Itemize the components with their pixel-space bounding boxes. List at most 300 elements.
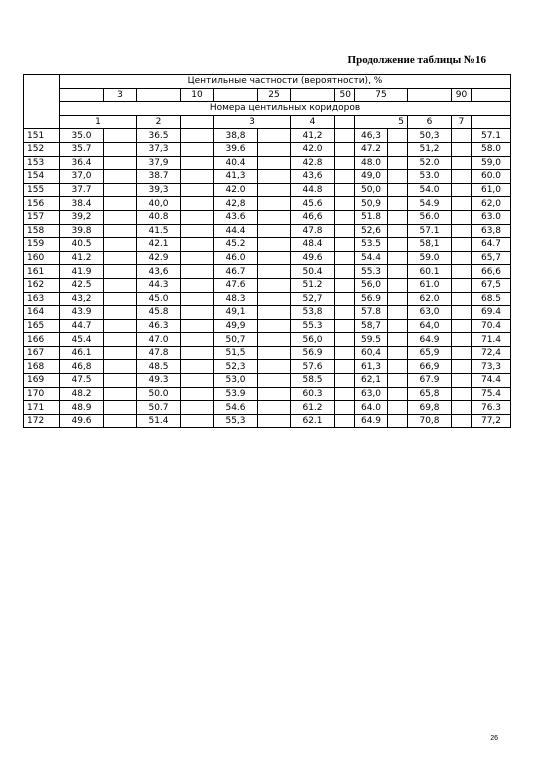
blank-cell <box>104 401 137 415</box>
blank-cell <box>258 210 291 224</box>
corridor-5: 5 <box>355 115 408 129</box>
table-row <box>24 129 511 143</box>
value-cell: 51.8 <box>355 210 388 224</box>
value-cell: 51.4 <box>137 414 181 428</box>
height-cell: 172 <box>24 414 60 428</box>
value-cell: 56,0 <box>291 333 335 347</box>
value-cell: 58,1 <box>408 238 452 252</box>
spacer-cell <box>335 115 355 129</box>
value-cell: 42,8 <box>214 197 258 211</box>
height-cell: 165 <box>24 319 60 333</box>
blank-cell <box>181 387 214 401</box>
value-cell: 41,2 <box>291 129 335 143</box>
blank-cell <box>258 333 291 347</box>
blank-cell <box>104 224 137 238</box>
blank-cell <box>335 346 355 360</box>
value-cell: 69,8 <box>408 401 452 415</box>
value-cell: 70.4 <box>472 319 511 333</box>
blank-cell <box>335 224 355 238</box>
value-cell: 58.0 <box>472 142 511 156</box>
blank-cell <box>104 319 137 333</box>
blank-cell <box>452 197 472 211</box>
blank-cell <box>104 414 137 428</box>
blank-cell <box>388 401 408 415</box>
blank-cell <box>452 333 472 347</box>
value-cell: 75.4 <box>472 387 511 401</box>
value-cell: 62.0 <box>408 292 452 306</box>
value-cell: 57.1 <box>472 129 511 143</box>
value-cell: 44.8 <box>291 183 335 197</box>
spacer-cell <box>137 88 181 102</box>
blank-cell <box>452 401 472 415</box>
value-cell: 58.5 <box>291 374 335 388</box>
blank-cell <box>452 306 472 320</box>
value-cell: 46.7 <box>214 265 258 279</box>
value-cell: 59,0 <box>472 156 511 170</box>
value-cell: 38,8 <box>214 129 258 143</box>
blank-cell <box>335 414 355 428</box>
blank-cell <box>104 346 137 360</box>
value-cell: 50,0 <box>355 183 388 197</box>
corridor-6: 6 <box>408 115 452 129</box>
spacer-cell <box>472 88 511 102</box>
blank-cell <box>335 197 355 211</box>
value-cell: 40,0 <box>137 197 181 211</box>
blank-cell <box>452 319 472 333</box>
value-cell: 39,2 <box>60 210 104 224</box>
value-cell: 43,6 <box>137 265 181 279</box>
value-cell: 50,3 <box>408 129 452 143</box>
blank-cell <box>104 183 137 197</box>
blank-cell <box>388 183 408 197</box>
percentile-3: 3 <box>104 88 137 102</box>
blank-cell <box>258 170 291 184</box>
value-cell: 59.0 <box>408 251 452 265</box>
blank-cell <box>388 333 408 347</box>
table-row <box>24 142 511 156</box>
value-cell: 63,8 <box>472 224 511 238</box>
blank-cell <box>388 265 408 279</box>
blank-cell <box>104 292 137 306</box>
percentile-title: Центильные частности (вероятности), % <box>60 75 511 89</box>
blank-cell <box>258 224 291 238</box>
height-cell: 152 <box>24 142 60 156</box>
value-cell: 50,7 <box>214 333 258 347</box>
blank-cell <box>104 306 137 320</box>
blank-cell <box>452 292 472 306</box>
blank-cell <box>335 129 355 143</box>
value-cell: 65,7 <box>472 251 511 265</box>
blank-cell <box>452 238 472 252</box>
value-cell: 42.0 <box>214 183 258 197</box>
value-cell: 65,8 <box>408 387 452 401</box>
blank-cell <box>104 156 137 170</box>
corridor-1: 1 <box>60 115 137 129</box>
value-cell: 64.9 <box>408 333 452 347</box>
corridor-numbers-row <box>24 115 511 129</box>
blank-cell <box>388 129 408 143</box>
table-row <box>24 292 511 306</box>
value-cell: 43,2 <box>60 292 104 306</box>
value-cell: 74.4 <box>472 374 511 388</box>
blank-cell <box>388 346 408 360</box>
height-cell: 153 <box>24 156 60 170</box>
table-row <box>24 333 511 347</box>
height-cell: 170 <box>24 387 60 401</box>
blank-cell <box>181 183 214 197</box>
blank-cell <box>258 346 291 360</box>
value-cell: 59.5 <box>355 333 388 347</box>
blank-cell <box>181 210 214 224</box>
value-cell: 48.3 <box>214 292 258 306</box>
blank-cell <box>335 278 355 292</box>
blank-cell <box>452 251 472 265</box>
value-cell: 67,5 <box>472 278 511 292</box>
blank-cell <box>388 360 408 374</box>
blank-cell <box>181 170 214 184</box>
value-cell: 37,0 <box>60 170 104 184</box>
value-cell: 45.0 <box>137 292 181 306</box>
percentile-50: 50 <box>335 88 355 102</box>
blank-cell <box>452 346 472 360</box>
blank-cell <box>388 210 408 224</box>
blank-cell <box>258 142 291 156</box>
value-cell: 47.5 <box>60 374 104 388</box>
height-cell: 162 <box>24 278 60 292</box>
blank-cell <box>258 278 291 292</box>
blank-cell <box>452 374 472 388</box>
blank-cell <box>181 142 214 156</box>
table-caption: Продолжение таблицы №16 <box>347 54 486 66</box>
value-cell: 43,6 <box>291 170 335 184</box>
value-cell: 48.4 <box>291 238 335 252</box>
blank-cell <box>335 292 355 306</box>
blank-cell <box>335 360 355 374</box>
value-cell: 61.0 <box>408 278 452 292</box>
corridor-7: 7 <box>452 115 472 129</box>
blank-cell <box>388 414 408 428</box>
blank-cell <box>258 156 291 170</box>
table-row <box>24 170 511 184</box>
corridor-title-row <box>24 102 511 116</box>
value-cell: 56,0 <box>355 278 388 292</box>
blank-cell <box>181 251 214 265</box>
value-cell: 44.7 <box>60 319 104 333</box>
blank-cell <box>104 197 137 211</box>
blank-cell <box>335 265 355 279</box>
blank-cell <box>104 251 137 265</box>
height-cell: 151 <box>24 129 60 143</box>
value-cell: 55.3 <box>291 319 335 333</box>
value-cell: 53.9 <box>214 387 258 401</box>
value-cell: 48.2 <box>60 387 104 401</box>
value-cell: 66,6 <box>472 265 511 279</box>
value-cell: 69.4 <box>472 306 511 320</box>
value-cell: 37,9 <box>137 156 181 170</box>
value-cell: 64.9 <box>355 414 388 428</box>
blank-cell <box>258 238 291 252</box>
blank-cell <box>452 183 472 197</box>
height-cell: 161 <box>24 265 60 279</box>
value-cell: 61.2 <box>291 401 335 415</box>
blank-cell <box>388 238 408 252</box>
value-cell: 45.8 <box>137 306 181 320</box>
table-row <box>24 387 511 401</box>
blank-cell <box>335 319 355 333</box>
value-cell: 76.3 <box>472 401 511 415</box>
page-number: 26 <box>490 735 498 742</box>
value-cell: 46,3 <box>355 129 388 143</box>
blank-cell <box>104 170 137 184</box>
value-cell: 53.5 <box>355 238 388 252</box>
value-cell: 41.5 <box>137 224 181 238</box>
value-cell: 43.6 <box>214 210 258 224</box>
height-cell: 157 <box>24 210 60 224</box>
height-cell: 160 <box>24 251 60 265</box>
value-cell: 44.4 <box>214 224 258 238</box>
height-cell: 154 <box>24 170 60 184</box>
blank-cell <box>335 387 355 401</box>
blank-cell <box>452 210 472 224</box>
blank-cell <box>335 183 355 197</box>
value-cell: 44.3 <box>137 278 181 292</box>
value-cell: 57.6 <box>291 360 335 374</box>
value-cell: 36.5 <box>137 129 181 143</box>
height-cell: 169 <box>24 374 60 388</box>
value-cell: 42.1 <box>137 238 181 252</box>
blank-cell <box>452 265 472 279</box>
value-cell: 39,3 <box>137 183 181 197</box>
value-cell: 51,2 <box>408 142 452 156</box>
blank-cell <box>388 306 408 320</box>
row-label-header-cell <box>24 75 60 129</box>
blank-cell <box>181 129 214 143</box>
value-cell: 56.0 <box>408 210 452 224</box>
value-cell: 48.5 <box>137 360 181 374</box>
blank-cell <box>452 224 472 238</box>
value-cell: 40.8 <box>137 210 181 224</box>
blank-cell <box>452 170 472 184</box>
table-row <box>24 278 511 292</box>
blank-cell <box>181 278 214 292</box>
value-cell: 42.9 <box>137 251 181 265</box>
value-cell: 60.3 <box>291 387 335 401</box>
blank-cell <box>452 142 472 156</box>
height-cell: 159 <box>24 238 60 252</box>
blank-cell <box>181 265 214 279</box>
value-cell: 49,0 <box>355 170 388 184</box>
height-cell: 171 <box>24 401 60 415</box>
value-cell: 47.6 <box>214 278 258 292</box>
value-cell: 43.9 <box>60 306 104 320</box>
blank-cell <box>452 129 472 143</box>
value-cell: 52,3 <box>214 360 258 374</box>
value-cell: 64,0 <box>408 319 452 333</box>
value-cell: 36.4 <box>60 156 104 170</box>
table-row <box>24 197 511 211</box>
blank-cell <box>181 238 214 252</box>
table-row <box>24 238 511 252</box>
value-cell: 35.0 <box>60 129 104 143</box>
value-cell: 38.4 <box>60 197 104 211</box>
blank-cell <box>181 306 214 320</box>
value-cell: 70,8 <box>408 414 452 428</box>
value-cell: 73,3 <box>472 360 511 374</box>
value-cell: 40.5 <box>60 238 104 252</box>
value-cell: 66,9 <box>408 360 452 374</box>
blank-cell <box>258 251 291 265</box>
value-cell: 72,4 <box>472 346 511 360</box>
blank-cell <box>388 387 408 401</box>
blank-cell <box>258 401 291 415</box>
blank-cell <box>258 374 291 388</box>
value-cell: 47.2 <box>355 142 388 156</box>
blank-cell <box>258 265 291 279</box>
value-cell: 42.5 <box>60 278 104 292</box>
blank-cell <box>335 251 355 265</box>
value-cell: 35.7 <box>60 142 104 156</box>
value-cell: 50.0 <box>137 387 181 401</box>
value-cell: 53,8 <box>291 306 335 320</box>
table-row <box>24 224 511 238</box>
blank-cell <box>104 142 137 156</box>
value-cell: 63,0 <box>408 306 452 320</box>
corridor-4: 4 <box>291 115 335 129</box>
value-cell: 68.5 <box>472 292 511 306</box>
value-cell: 49,9 <box>214 319 258 333</box>
height-cell: 156 <box>24 197 60 211</box>
blank-cell <box>388 374 408 388</box>
value-cell: 60.0 <box>472 170 511 184</box>
blank-cell <box>388 142 408 156</box>
table-row <box>24 306 511 320</box>
value-cell: 62,0 <box>472 197 511 211</box>
value-cell: 54.0 <box>408 183 452 197</box>
blank-cell <box>181 333 214 347</box>
value-cell: 47.8 <box>137 346 181 360</box>
blank-cell <box>104 129 137 143</box>
blank-cell <box>258 197 291 211</box>
value-cell: 42.8 <box>291 156 335 170</box>
blank-cell <box>388 197 408 211</box>
value-cell: 57.8 <box>355 306 388 320</box>
value-cell: 55,3 <box>214 414 258 428</box>
value-cell: 56.9 <box>355 292 388 306</box>
blank-cell <box>388 224 408 238</box>
blank-cell <box>104 374 137 388</box>
spacer-cell <box>291 88 335 102</box>
value-cell: 46,6 <box>291 210 335 224</box>
corridor-title: Номера центильных коридоров <box>60 102 511 116</box>
value-cell: 62,1 <box>355 374 388 388</box>
spacer-cell <box>214 88 258 102</box>
value-cell: 46,8 <box>60 360 104 374</box>
value-cell: 53,0 <box>214 374 258 388</box>
table-row <box>24 319 511 333</box>
blank-cell <box>181 414 214 428</box>
value-cell: 54.4 <box>355 251 388 265</box>
blank-cell <box>181 319 214 333</box>
value-cell: 48.0 <box>355 156 388 170</box>
percentile-25: 25 <box>258 88 291 102</box>
blank-cell <box>181 401 214 415</box>
blank-cell <box>258 414 291 428</box>
blank-cell <box>335 374 355 388</box>
blank-cell <box>388 292 408 306</box>
height-cell: 166 <box>24 333 60 347</box>
table-row <box>24 183 511 197</box>
table-row <box>24 156 511 170</box>
blank-cell <box>181 374 214 388</box>
value-cell: 51,5 <box>214 346 258 360</box>
table-row <box>24 265 511 279</box>
table-row <box>24 374 511 388</box>
value-cell: 47.8 <box>291 224 335 238</box>
value-cell: 58,7 <box>355 319 388 333</box>
value-cell: 71.4 <box>472 333 511 347</box>
value-cell: 57.1 <box>408 224 452 238</box>
value-cell: 51.2 <box>291 278 335 292</box>
blank-cell <box>335 210 355 224</box>
value-cell: 52,7 <box>291 292 335 306</box>
blank-cell <box>104 387 137 401</box>
value-cell: 77,2 <box>472 414 511 428</box>
value-cell: 37.7 <box>60 183 104 197</box>
value-cell: 50.7 <box>137 401 181 415</box>
value-cell: 39.8 <box>60 224 104 238</box>
height-cell: 155 <box>24 183 60 197</box>
value-cell: 60.1 <box>408 265 452 279</box>
blank-cell <box>452 414 472 428</box>
blank-cell <box>388 278 408 292</box>
value-cell: 54.9 <box>408 197 452 211</box>
value-cell: 56.9 <box>291 346 335 360</box>
blank-cell <box>335 306 355 320</box>
table-row <box>24 401 511 415</box>
value-cell: 45.4 <box>60 333 104 347</box>
percentile-90: 90 <box>452 88 472 102</box>
blank-cell <box>104 210 137 224</box>
corridor-3: 3 <box>214 115 291 129</box>
blank-cell <box>335 170 355 184</box>
blank-cell <box>335 142 355 156</box>
blank-cell <box>335 156 355 170</box>
blank-cell <box>181 346 214 360</box>
spacer-cell <box>60 88 104 102</box>
header-title-row <box>24 75 511 89</box>
blank-cell <box>452 387 472 401</box>
blank-cell <box>258 387 291 401</box>
value-cell: 50,9 <box>355 197 388 211</box>
blank-cell <box>258 129 291 143</box>
blank-cell <box>335 401 355 415</box>
blank-cell <box>452 156 472 170</box>
value-cell: 46.3 <box>137 319 181 333</box>
height-cell: 163 <box>24 292 60 306</box>
value-cell: 52.0 <box>408 156 452 170</box>
value-cell: 42.0 <box>291 142 335 156</box>
value-cell: 49,1 <box>214 306 258 320</box>
blank-cell <box>104 360 137 374</box>
blank-cell <box>181 224 214 238</box>
corridor-2: 2 <box>137 115 181 129</box>
table-row <box>24 360 511 374</box>
blank-cell <box>258 292 291 306</box>
value-cell: 54.6 <box>214 401 258 415</box>
blank-cell <box>181 292 214 306</box>
value-cell: 49.3 <box>137 374 181 388</box>
blank-cell <box>258 183 291 197</box>
